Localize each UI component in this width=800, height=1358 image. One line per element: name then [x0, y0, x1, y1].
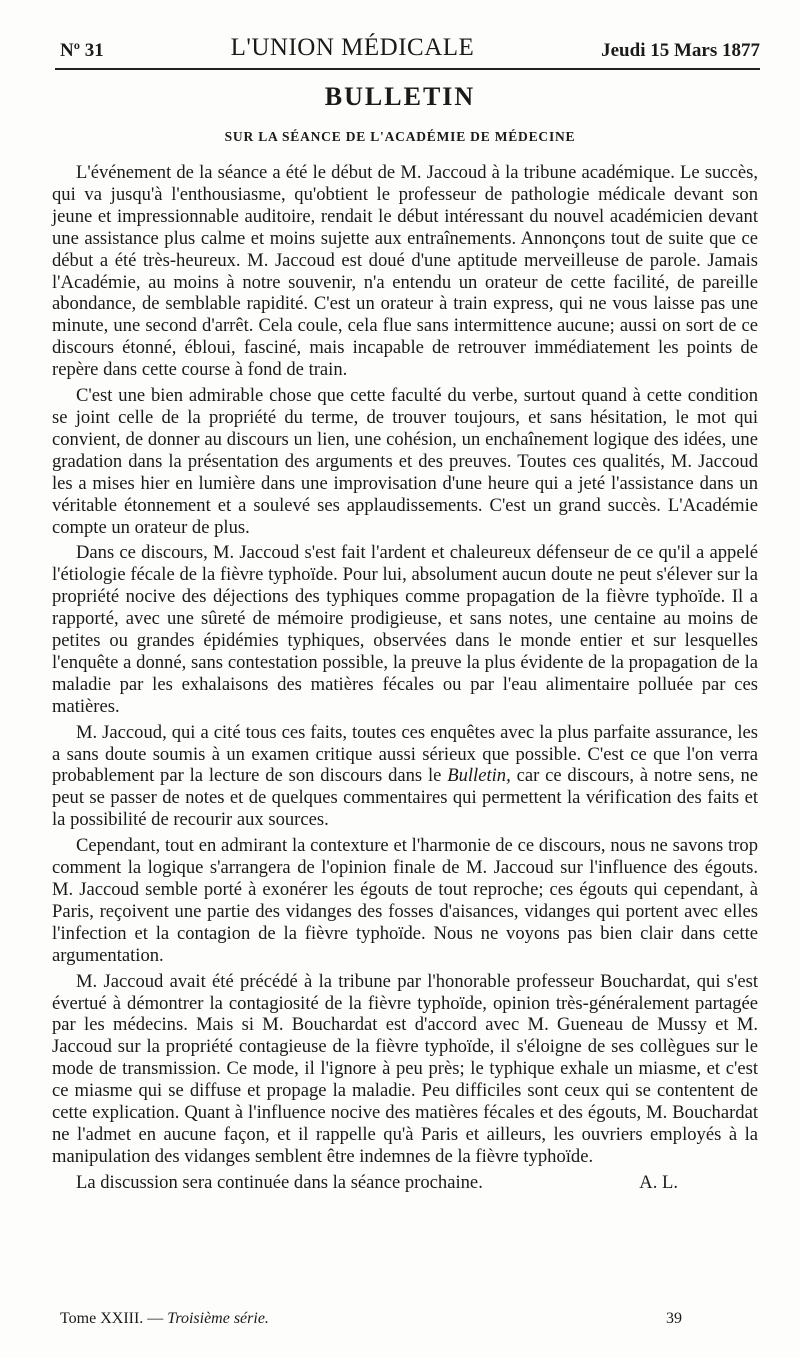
- paragraph-6: M. Jaccoud avait été précédé à la tribune par l'honorable professeur Bouchardat, qui s'est évertué à démontrer la contagiosité de la fièvre typhoïde, opinion très-généralement partagée par les médecins. Mais si M. Bouchardat est d'accord avec M. Gueneau de Mussy et M. Jaccoud sur la propriété contagieuse de la fièvre typhoïde, il s'éloigne de ses collègues sur le mode de transmission. Ce mode, il l'ignore à peu près; le typhique exhale un miasme, et c'est ce miasme qui se diffuse et propage la maladie. Peu difficiles sont ceux qui se contentent de cette explication. Quant à l'influence nocive des matières fécales et des égouts, M. Bouchardat ne l'admet en aucune façon, et il rappelle qu'à Paris et ailleurs, les ouvriers employés à la manipulation des vidanges semblent être indemnes de la fièvre typhoïde.: [52, 970, 758, 1167]
- closing-line: [52, 1172, 758, 1194]
- bulletin-reference: Bulletin,: [447, 765, 511, 787]
- tome-label: Tome XXIII. —: [60, 1310, 164, 1327]
- paragraph-2: C'est une bien admirable chose que cette faculté du verbe, surtout quand à cette condition se joint celle de la propriété du terme, de trouver toujours, et sans hésitation, le mot qui convient, de donner au discours un lien, une cohésion, un enchaînement logique des idées, une gradation dans la présentation des arguments et des preuves. Toutes ces qualités, M. Jaccoud les a mises hier en lumière dans une improvisation d'une heure qui a jeté l'assistance dans un véritable étonnement et a soulevé ses applaudissements. C'est un grand succès. L'Académie compte un orateur de plus.: [52, 385, 758, 538]
- closing-text: La discussion sera continuée dans la séance prochaine.: [76, 1171, 483, 1193]
- article-body: [52, 162, 758, 1198]
- paragraph-3: Dans ce discours, M. Jaccoud s'est fait l'ardent et chaleureux défenseur de ce qu'il a appelé l'étiologie fécale de la fièvre typhoïde. Pour lui, absolument aucun doute ne peut s'élever sur la propriété nocive des déjections des typhiques comme propagation de la fièvre typhoïde. Il a rapporté, avec une sûreté de mémoire prodigieuse, et sans notes, une centaine au moins de petites ou grandes épidémies typhiques, observées dans le monde entier et sur lesquelles l'enquête a donné, sans contestation possible, la preuve la plus évidente de la propagation de la maladie par les exhalaisons des matières fécales ou par l'eau alimentaire polluée par ces matières.: [52, 542, 758, 717]
- paragraph-1: L'événement de la séance a été le début de M. Jaccoud à la tribune académique. Le succès, qui va jusqu'à l'enthousiasme, qu'obtient le professeur de pathologie médicale devant son jeune et impressionnable auditoire, rendait le début intéressant du nouvel académicien devant une assistance plus calme et moins sujette aux entraînements. Annonçons tout de suite que ce début a été très-heureux. M. Jaccoud est doué d'une aptitude merveilleuse de parole. Jamais l'Académie, au moins à notre souvenir, n'a entendu un orateur de cette facilité, de pareille abondance, de semblable rapidité. C'est un orateur à train express, qui ne vous laisse pas une minute, une second d'arrêt. Cela coule, cela flue sans intermittence aucune; aussi on sort de ce discours étonné, ébloui, fasciné, mais incapable de retrouver immédiatement les points de repère dans cette course à fond de train.: [52, 162, 758, 381]
- series-label: Troisième série.: [167, 1310, 269, 1327]
- page-number: 39: [666, 1310, 682, 1327]
- paragraph-5: Cependant, tout en admirant la contexture et l'harmonie de ce discours, nous ne savons trop comment la logique s'arrangera de l'opinion finale de M. Jaccoud sur l'influence des égouts. M. Jaccoud semble porté à exonérer les égouts de tout reproche; ces égouts qui cependant, à Paris, reçoivent une partie des vidanges des fosses d'aisances, vidanges qui portent avec elles l'infection et la contagion de la fièvre typhoïde. Nous ne voyons pas bien clair dans cette argumentation.: [52, 835, 758, 966]
- issue-date: Jeudi 15 Mars 1877: [601, 40, 760, 61]
- volume-info: [60, 1310, 269, 1328]
- running-header: [60, 28, 760, 62]
- paragraph-4-end: car ce discours, à notre sens, ne peut se passer de notes et de quelques commentaires qui permettent la vérification des faits et la possibilité de recourir aux sources.: [52, 765, 758, 831]
- journal-title: L'UNION MÉDICALE: [230, 34, 475, 61]
- article-title: BULLETIN: [324, 82, 476, 111]
- page-footer: [60, 1310, 682, 1328]
- issue-number: Nº 31: [60, 40, 104, 61]
- paragraph-4-start: M. Jaccoud, qui a cité tous ces faits, toutes ces enquêtes avec la plus parfaite assurance, les a sans doute soumis à un examen critique aussi sérieux que possible. C'est ce que l'on verra probablement par la lecture de son discours dans le: [52, 721, 758, 787]
- author-signature: A. L.: [639, 1171, 678, 1193]
- header-rule: [55, 68, 760, 70]
- paragraph-4: [52, 722, 758, 832]
- article-subtitle: SUR LA SÉANCE DE L'ACADÉMIE DE MÉDECINE: [224, 129, 576, 144]
